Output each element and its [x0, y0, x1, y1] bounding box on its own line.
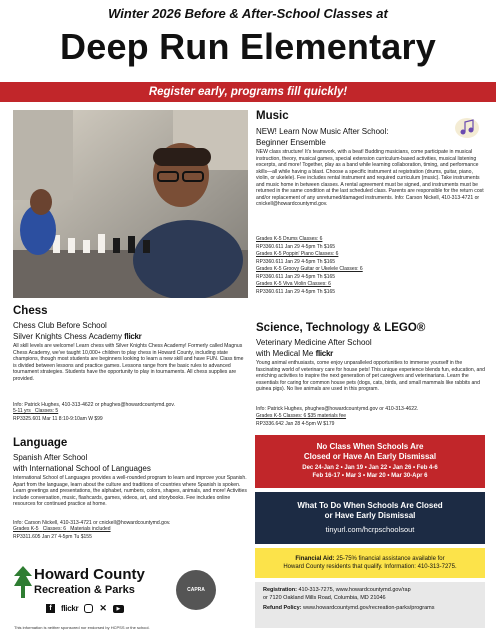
music-course-row: RP3360.611 Jan 29 4-5pm Th $165: [256, 258, 336, 265]
instagram-icon[interactable]: [84, 604, 93, 613]
chess-course: [13, 408, 248, 423]
org-department: Recreation & Parks: [34, 584, 135, 596]
chess-info: Info: Patrick Hughes, 410-313-4622 or phughes@howardcountymd.gov.: [13, 402, 175, 408]
closure-dates-line1: Dec 24-Jan 2 • Jan 19 • Jan 22 • Jan 26 • Feb 4-6: [302, 465, 438, 471]
school-closed-info: [255, 492, 485, 544]
disclaimer: This information is neither sponsored nor endorsed by HCPSS or the school.: [14, 625, 150, 630]
language-classes: Classes: 6: [42, 526, 67, 532]
closure-title-line2: Closed or Have An Early Dismissal: [303, 452, 437, 461]
stem-info: Info: Patrick Hughes, phughes@howardcountymd.gov or 410-313-4622.: [256, 406, 419, 412]
closure-notice: [255, 435, 485, 488]
music-course-title: Grades K-5 Viva Violin Classes: 6: [256, 281, 331, 287]
closure-dates: [255, 464, 485, 480]
stem-provider-name: with Medical Me: [256, 349, 314, 358]
closure-title-line1: No Class When Schools Are: [316, 442, 424, 451]
language-subtitle: Spanish After School: [13, 453, 88, 462]
howard-county-logo-icon: [14, 566, 32, 598]
chess-grades: 5-11 yrs: [13, 408, 31, 414]
chess-course-row: RP3325.601 Mar 11 8:10-9:10am W $99: [13, 415, 103, 422]
financial-aid-label: Financial Aid:: [295, 556, 335, 562]
school-closed-link[interactable]: tinyurl.com/hcrpschoolsout: [325, 525, 415, 534]
stem-course-row: RP3336.642 Jan 28 4-5pm W $179: [256, 420, 335, 427]
chess-provider-name: Silver Knights Chess Academy: [13, 332, 122, 341]
page-title: Deep Run Elementary: [60, 26, 436, 67]
music-subtitle: NEW! Learn Now Music After School:: [256, 127, 389, 136]
language-grades: Grades K-5: [13, 526, 39, 532]
music-description: NEW class structure! It's teamwork, with a beat! Budding musicians, come participate in musical instruction, theory, musical games, special extension curriculum-based activities, musical listening excerpts, and more! Together, play as a band while learning collaboration, timing, and performance skills—all while having a blast. Choose a specific instrument at registration (drums, guitar, piano, violin, or ukelele). Fee includes rental instrument and required curriculum (music). Take instruments and music home in between classes. A rental agreement must be signed, and instruments must be returned in the same condition at the last scheduled class. Parents are responsible for the return cost and/or replacement of any unreturned/damaged instruments. Info: Carson Nickell, 410-313-4721 or cnickell@howardcountymd.gov.: [256, 149, 484, 207]
language-course-row: RP3311.605 Jan 27 4-5pm Tu $155: [13, 533, 92, 540]
registration-info: [255, 582, 485, 628]
music-courses: [256, 236, 486, 296]
music-class-name: Beginner Ensemble: [256, 138, 326, 147]
x-icon[interactable]: ✕: [99, 603, 107, 613]
facebook-icon[interactable]: f: [46, 604, 55, 613]
music-course-title: Grades K-5 Poppin' Piano Classes: 6: [256, 251, 339, 257]
org-name: Howard County: [34, 566, 145, 583]
music-course-title: Grades K-5 Drums Classes: 6: [256, 236, 323, 242]
registration-label: Registration:: [263, 587, 297, 593]
music-course-row: RP3360.611 Jan 29 4-5pm Th $165: [256, 243, 336, 250]
music-course-row: RP3360.611 Jan 29 4-5pm Th $165: [256, 273, 336, 280]
register-banner: Register early, programs fill quickly!: [0, 82, 496, 102]
stem-subtitle: Veterinary Medicine After School: [256, 338, 372, 347]
music-course-row: RP3360.611 Jan 29 4-5pm Th $165: [256, 288, 336, 295]
chess-provider: [13, 332, 142, 342]
music-notes-icon: [455, 117, 480, 139]
financial-aid-text: 25-75% financial assistance available for: [336, 556, 445, 562]
language-provider: with International School of Languages: [13, 464, 151, 473]
social-links: [46, 603, 124, 614]
refund-text: www.howardcountymd.gov/recreation-parks/programs: [303, 605, 435, 611]
financial-aid: [255, 548, 485, 578]
closure-dates-line2: Feb 16-17 • Mar 3 • Mar 20 • Mar 30-Apr 6: [312, 473, 428, 479]
chess-classes: Classes: 5: [34, 408, 59, 414]
flickr-icon[interactable]: flickr: [61, 604, 79, 613]
language-course: [13, 526, 248, 541]
youtube-icon[interactable]: ▶: [113, 605, 124, 613]
music-course-title: Grades K-5 Groovy Guitar or Ukelele Classes: 6: [256, 266, 363, 272]
chess-photo: [13, 110, 248, 298]
registration-address: or 7120 Oakland Mills Road, Columbia, MD 21046: [263, 594, 386, 601]
chess-description: All skill levels are welcome! Learn chess with Silver Knights Chess Academy! Formerly called Magnus Chess Academy, we've taught 10,000+ children to play chess in Howard County, including state champions, though most students are beginners looking to learn a new skill and have FUN. Class time is divided between lessons and practice games. Lessons range from the basic rules to advanced tournament strategies. Students have the opportunity to play in tournaments. All chess supplies are provided.: [13, 343, 244, 382]
stem-provider: [256, 349, 333, 359]
stem-course-title: Grades K-5 Classes: 6 $35 materials fee: [256, 413, 347, 419]
music-heading: Music: [256, 110, 289, 122]
flickr-logo: flickr: [124, 332, 142, 341]
language-description: International School of Languages provides a well-rounded program to learn and improve your Spanish. Apart from the language, learn about the culture and traditions of countries where Spanish is spoken. Learn greetings and presentations, the alphabet, numbers, colors, shapes, animals, and more! Activities include conversation, music, flashcards, games, videos, art, and storybooks. Fee includes online resources for continued practice at home.: [13, 475, 247, 507]
header-subtitle: Winter 2026 Before & After-School Classes at: [108, 6, 388, 21]
language-info: Info: Carson Nickell, 410-313-4721 or cnickell@howardcountymd.gov.: [13, 520, 171, 526]
school-closed-title: [255, 492, 485, 521]
refund-label: Refund Policy:: [263, 605, 302, 611]
chess-subtitle: Chess Club Before School: [13, 321, 107, 330]
stem-heading: Science, Technology & LEGO®: [256, 322, 426, 334]
language-heading: Language: [13, 437, 68, 449]
stem-description: Young animal enthusiasts, come enjoy unparalleled opportunities to immerse yourself in the fascinating world of veterinary care for house pets! This unique experience blends fun, education, and enriching activities to inspire the next generation of pet caregivers and veterinarians. Learn the essentials for caring for common house pets (dogs, cats, birds, and small mammals like rabbits and guinea pigs). No live animals are used in this program.: [256, 360, 485, 392]
chess-heading: Chess: [13, 305, 48, 317]
financial-aid-text2: Howard County residents that qualify. Information: 410-313-7275.: [283, 564, 457, 570]
stem-course: [256, 413, 486, 428]
flickr-logo: flickr: [315, 349, 333, 358]
school-closed-title-line2: or Have Early Dismissal: [324, 511, 416, 520]
closure-title: [255, 435, 485, 462]
registration-text: 410-313-7275, www.howardcountymd.gov/rap: [298, 587, 411, 593]
language-materials: Materials included: [70, 526, 111, 532]
capra-badge: CAPRA: [176, 570, 216, 610]
school-closed-title-line1: What To Do When Schools Are Closed: [297, 501, 443, 510]
language-course-title: [13, 526, 248, 534]
chess-course-title: [13, 408, 248, 416]
